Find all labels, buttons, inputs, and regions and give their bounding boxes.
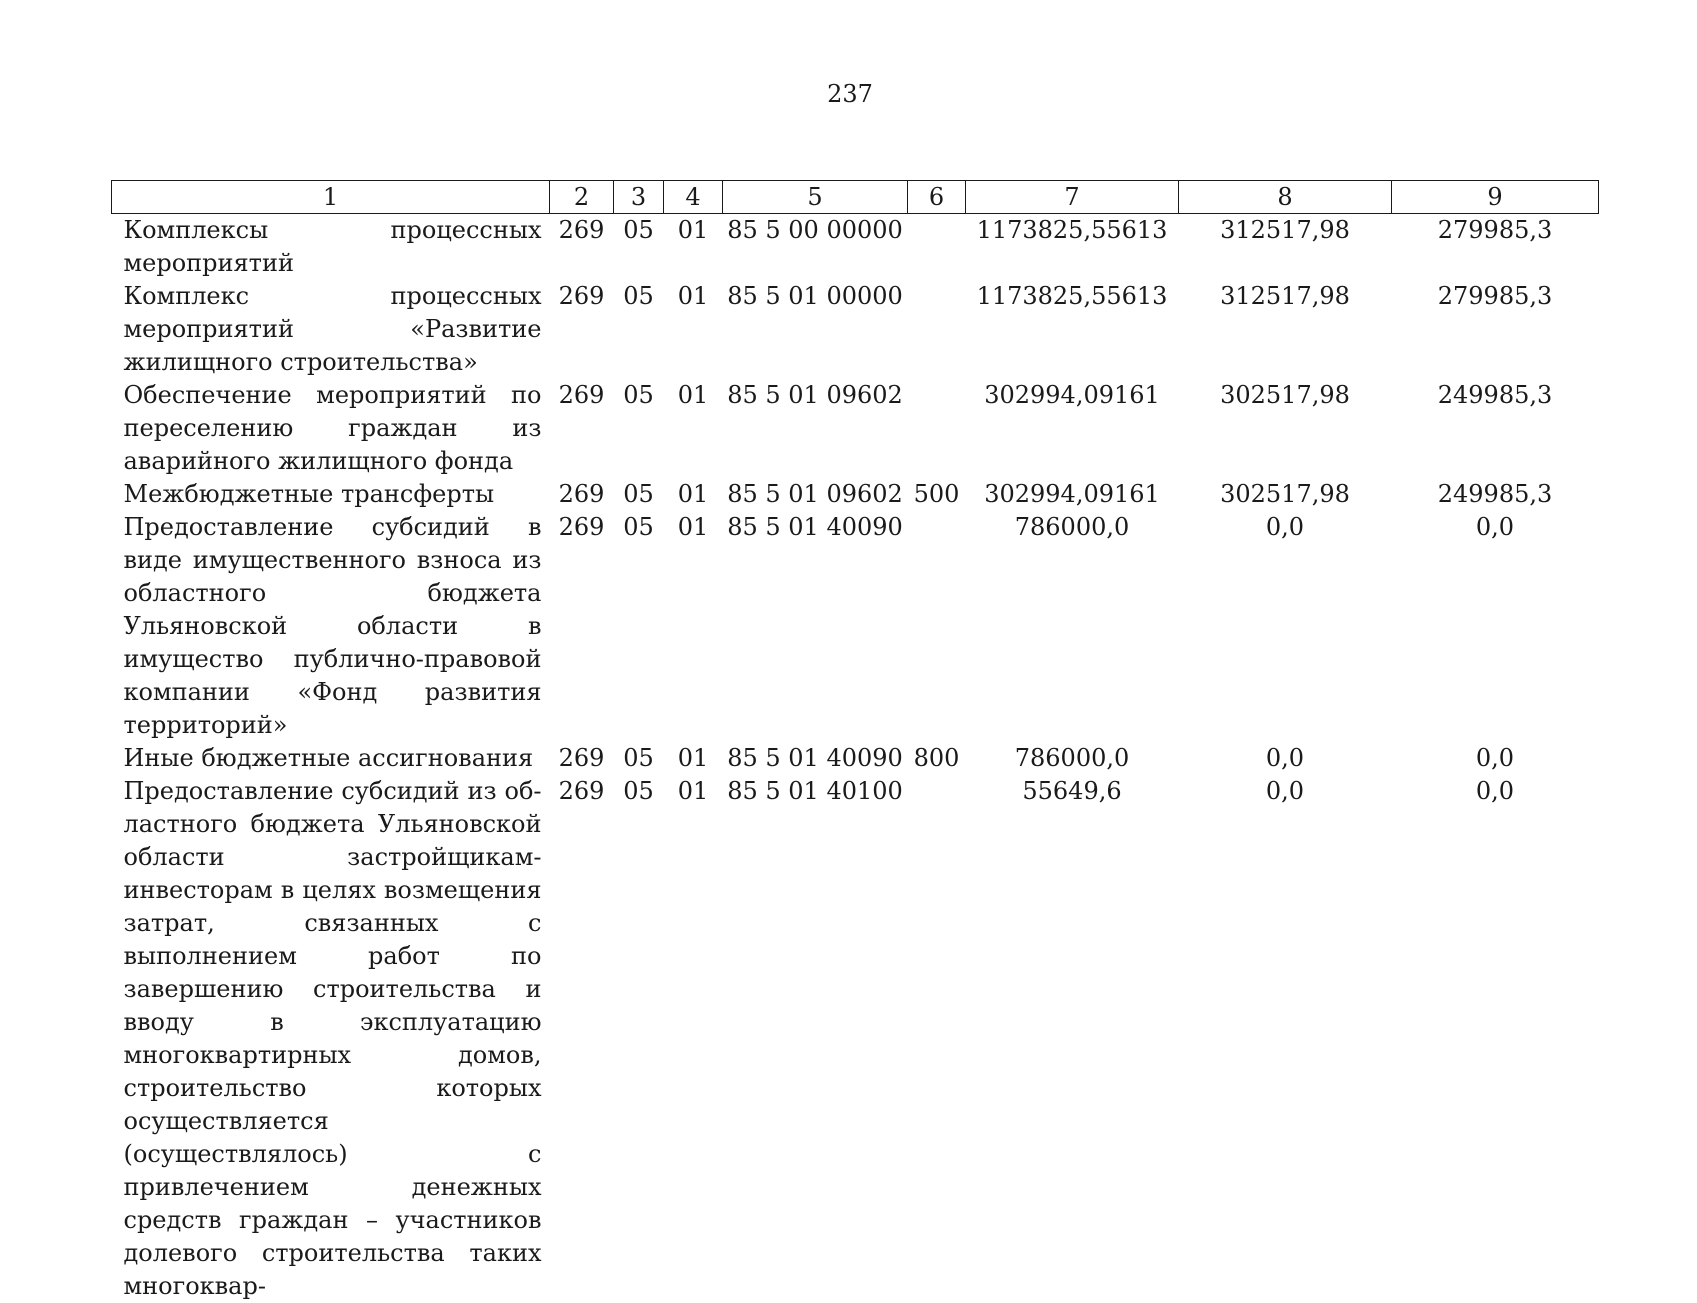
row-cell-7: 302994,09161 xyxy=(966,478,1179,511)
row-cell-6: 800 xyxy=(908,742,966,775)
row-cell-2: 269 xyxy=(550,511,614,742)
table-row xyxy=(112,775,1599,1303)
table-header xyxy=(112,181,1599,214)
row-cell-5: 85 5 01 40090 xyxy=(723,742,908,775)
row-cell-3: 05 xyxy=(614,511,664,742)
row-cell-3: 05 xyxy=(614,478,664,511)
table-row xyxy=(112,214,1599,281)
row-cell-7: 1173825,55613 xyxy=(966,214,1179,281)
row-cell-2: 269 xyxy=(550,379,614,478)
row-cell-4: 01 xyxy=(664,742,723,775)
row-cell-4: 01 xyxy=(664,214,723,281)
header-cell-1: 1 xyxy=(112,181,550,214)
row-cell-3: 05 xyxy=(614,214,664,281)
header-cell-9: 9 xyxy=(1392,181,1599,214)
row-cell-2: 269 xyxy=(550,280,614,379)
row-cell-8: 302517,98 xyxy=(1179,379,1392,478)
row-cell-8: 302517,98 xyxy=(1179,478,1392,511)
row-cell-4: 01 xyxy=(664,775,723,1303)
row-cell-7: 786000,0 xyxy=(966,511,1179,742)
row-cell-2: 269 xyxy=(550,214,614,281)
row-cell-2: 269 xyxy=(550,742,614,775)
row-cell-9: 249985,3 xyxy=(1392,379,1599,478)
row-cell-3: 05 xyxy=(614,742,664,775)
row-cell-6 xyxy=(908,775,966,1303)
header-cell-3: 3 xyxy=(614,181,664,214)
row-name-cell: Комплекс процессных мероприятий «Развитие жилищного строительства» xyxy=(112,280,550,379)
row-name-cell: Межбюджетные трансферты xyxy=(112,478,550,511)
row-cell-6 xyxy=(908,379,966,478)
header-cell-7: 7 xyxy=(966,181,1179,214)
header-cell-6: 6 xyxy=(908,181,966,214)
row-cell-8: 312517,98 xyxy=(1179,214,1392,281)
table-body xyxy=(112,214,1599,1303)
row-cell-9: 0,0 xyxy=(1392,742,1599,775)
row-cell-9: 249985,3 xyxy=(1392,478,1599,511)
row-cell-6 xyxy=(908,214,966,281)
row-cell-7: 1173825,55613 xyxy=(966,280,1179,379)
header-row xyxy=(112,181,1599,214)
row-cell-4: 01 xyxy=(664,280,723,379)
row-cell-3: 05 xyxy=(614,280,664,379)
table-row xyxy=(112,379,1599,478)
row-name-cell: Предоставление субсидий в виде имущественного взноса из областного бюджета Ульяновской области в имущество публично-правовой компании «Фонд развития территорий» xyxy=(112,511,550,742)
budget-table-container xyxy=(111,180,1599,1303)
row-cell-8: 312517,98 xyxy=(1179,280,1392,379)
row-name-cell: Комплексы процессных мероприятий xyxy=(112,214,550,281)
header-cell-2: 2 xyxy=(550,181,614,214)
row-cell-9: 279985,3 xyxy=(1392,280,1599,379)
row-cell-5: 85 5 01 40090 xyxy=(723,511,908,742)
row-cell-4: 01 xyxy=(664,478,723,511)
row-cell-5: 85 5 01 09602 xyxy=(723,478,908,511)
header-cell-8: 8 xyxy=(1179,181,1392,214)
row-cell-5: 85 5 01 40100 xyxy=(723,775,908,1303)
row-name-cell: Предоставление субсидий из областного бюджета Ульяновской области застройщикам-инвесторам в целях возмещения затрат, связанных с выполнением работ по завершению строительства и вводу в эксплуатацию многоквартирных домов, строительство которых осуществляется (осуществлялось) с привлечением денежных средств граждан – участников долевого строительства таких многоквар- xyxy=(112,775,550,1303)
row-cell-5: 85 5 01 00000 xyxy=(723,280,908,379)
row-cell-6 xyxy=(908,280,966,379)
table-row xyxy=(112,742,1599,775)
table-row xyxy=(112,280,1599,379)
row-cell-6 xyxy=(908,511,966,742)
row-cell-6: 500 xyxy=(908,478,966,511)
row-cell-9: 279985,3 xyxy=(1392,214,1599,281)
row-cell-8: 0,0 xyxy=(1179,511,1392,742)
row-cell-7: 55649,6 xyxy=(966,775,1179,1303)
page-number: 237 xyxy=(0,80,1697,108)
row-cell-9: 0,0 xyxy=(1392,775,1599,1303)
header-cell-5: 5 xyxy=(723,181,908,214)
row-cell-2: 269 xyxy=(550,775,614,1303)
row-cell-3: 05 xyxy=(614,379,664,478)
table-row xyxy=(112,478,1599,511)
row-cell-7: 302994,09161 xyxy=(966,379,1179,478)
row-cell-9: 0,0 xyxy=(1392,511,1599,742)
row-cell-2: 269 xyxy=(550,478,614,511)
budget-table xyxy=(111,180,1599,1303)
row-cell-5: 85 5 01 09602 xyxy=(723,379,908,478)
row-cell-4: 01 xyxy=(664,379,723,478)
table-row xyxy=(112,511,1599,742)
row-name-cell: Обеспечение мероприятий по переселению граждан из аварийного жилищного фонда xyxy=(112,379,550,478)
row-name-cell: Иные бюджетные ассигнования xyxy=(112,742,550,775)
row-cell-8: 0,0 xyxy=(1179,775,1392,1303)
row-cell-5: 85 5 00 00000 xyxy=(723,214,908,281)
row-cell-3: 05 xyxy=(614,775,664,1303)
row-cell-4: 01 xyxy=(664,511,723,742)
row-cell-8: 0,0 xyxy=(1179,742,1392,775)
row-cell-7: 786000,0 xyxy=(966,742,1179,775)
header-cell-4: 4 xyxy=(664,181,723,214)
